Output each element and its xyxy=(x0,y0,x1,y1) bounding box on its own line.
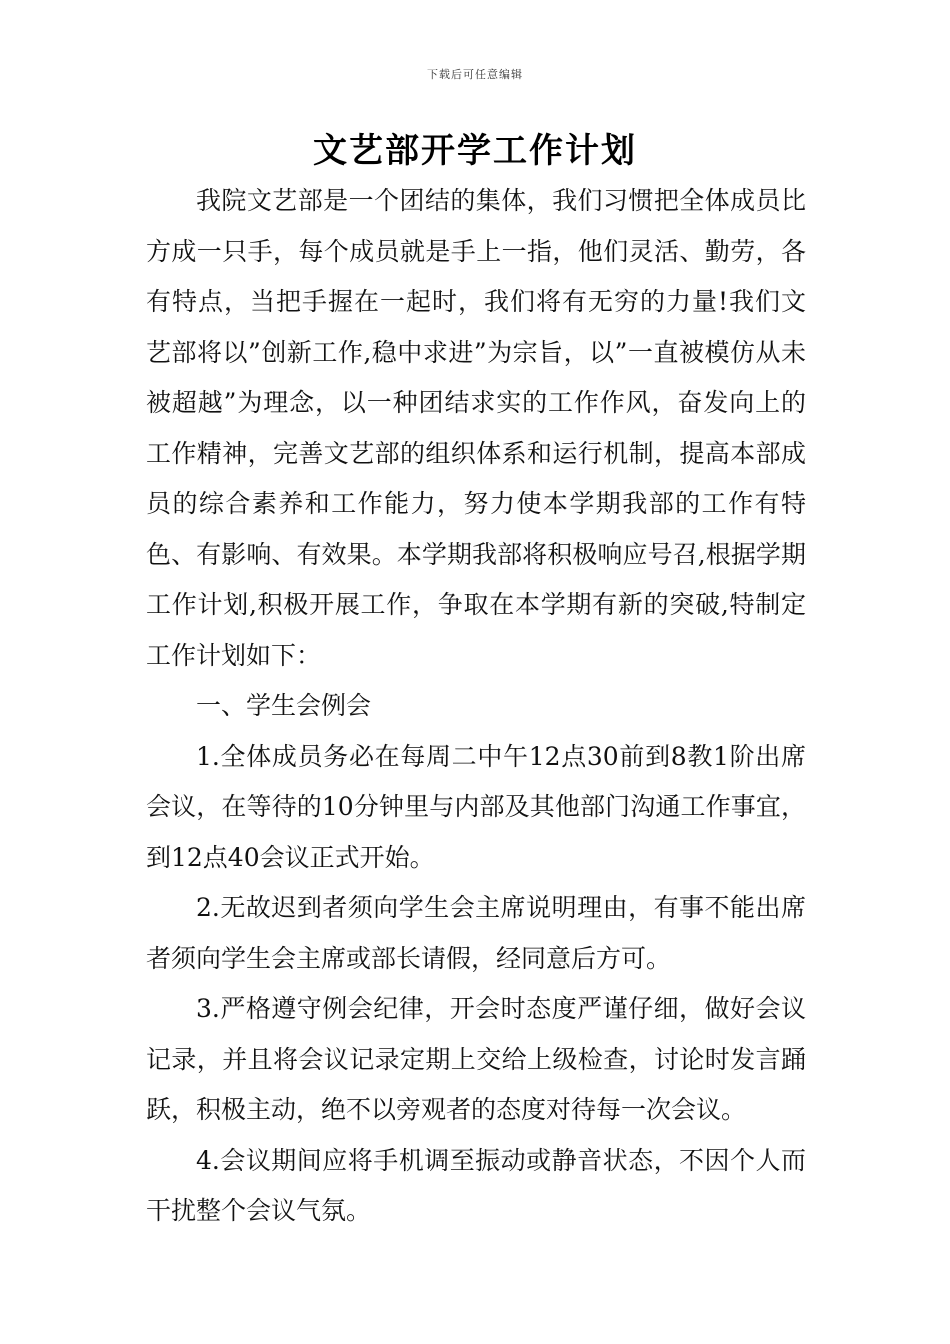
page-title: 文艺部开学工作计划 xyxy=(313,131,637,171)
header-note: 下载后可任意编辑 xyxy=(427,68,523,81)
list-item: 2.无故迟到者须向学生会主席说明理由，有事不能出席者须向学生会主席或部长请假，经同意后方可。 xyxy=(146,893,806,973)
intro-paragraph: 我院文艺部是一个团结的集体，我们习惯把全体成员比方成一只手，每个成员就是手上一指，他们灵活、勤劳，各有特点，当把手握在一起时，我们将有无穷的力量!我们文艺部将以”创新工作,稳中求进”为宗旨，以”一直被模仿从未被超越”为理念，以一种团结求实的工作作风，奋发向上的工作精神，完善文艺部的组织体系和运行机制，提高本部成员的综合素养和工作能力，努力使本学期我部的工作有特色、有影响、有效果。本学期我部将积极响应号召,根据学期工作计划,积极开展工作，争取在本学期有新的突破,特制定工作计划如下： xyxy=(146,186,806,670)
document-body xyxy=(146,176,806,1237)
section-heading: 一、学生会例会 xyxy=(196,691,372,720)
list-item: 3.严格遵守例会纪律，开会时态度严谨仔细，做好会议记录，并且将会议记录定期上交给上级检查，讨论时发言踊跃，积极主动，绝不以旁观者的态度对待每一次会议。 xyxy=(146,994,806,1124)
list-item: 1.全体成员务必在每周二中午12点30前到8教1阶出席会议，在等待的10分钟里与内部及其他部门沟通工作事宜，到12点40会议正式开始。 xyxy=(146,741,806,872)
list-item: 4.会议期间应将手机调至振动或静音状态，不因个人而干扰整个会议气氛。 xyxy=(146,1145,806,1225)
